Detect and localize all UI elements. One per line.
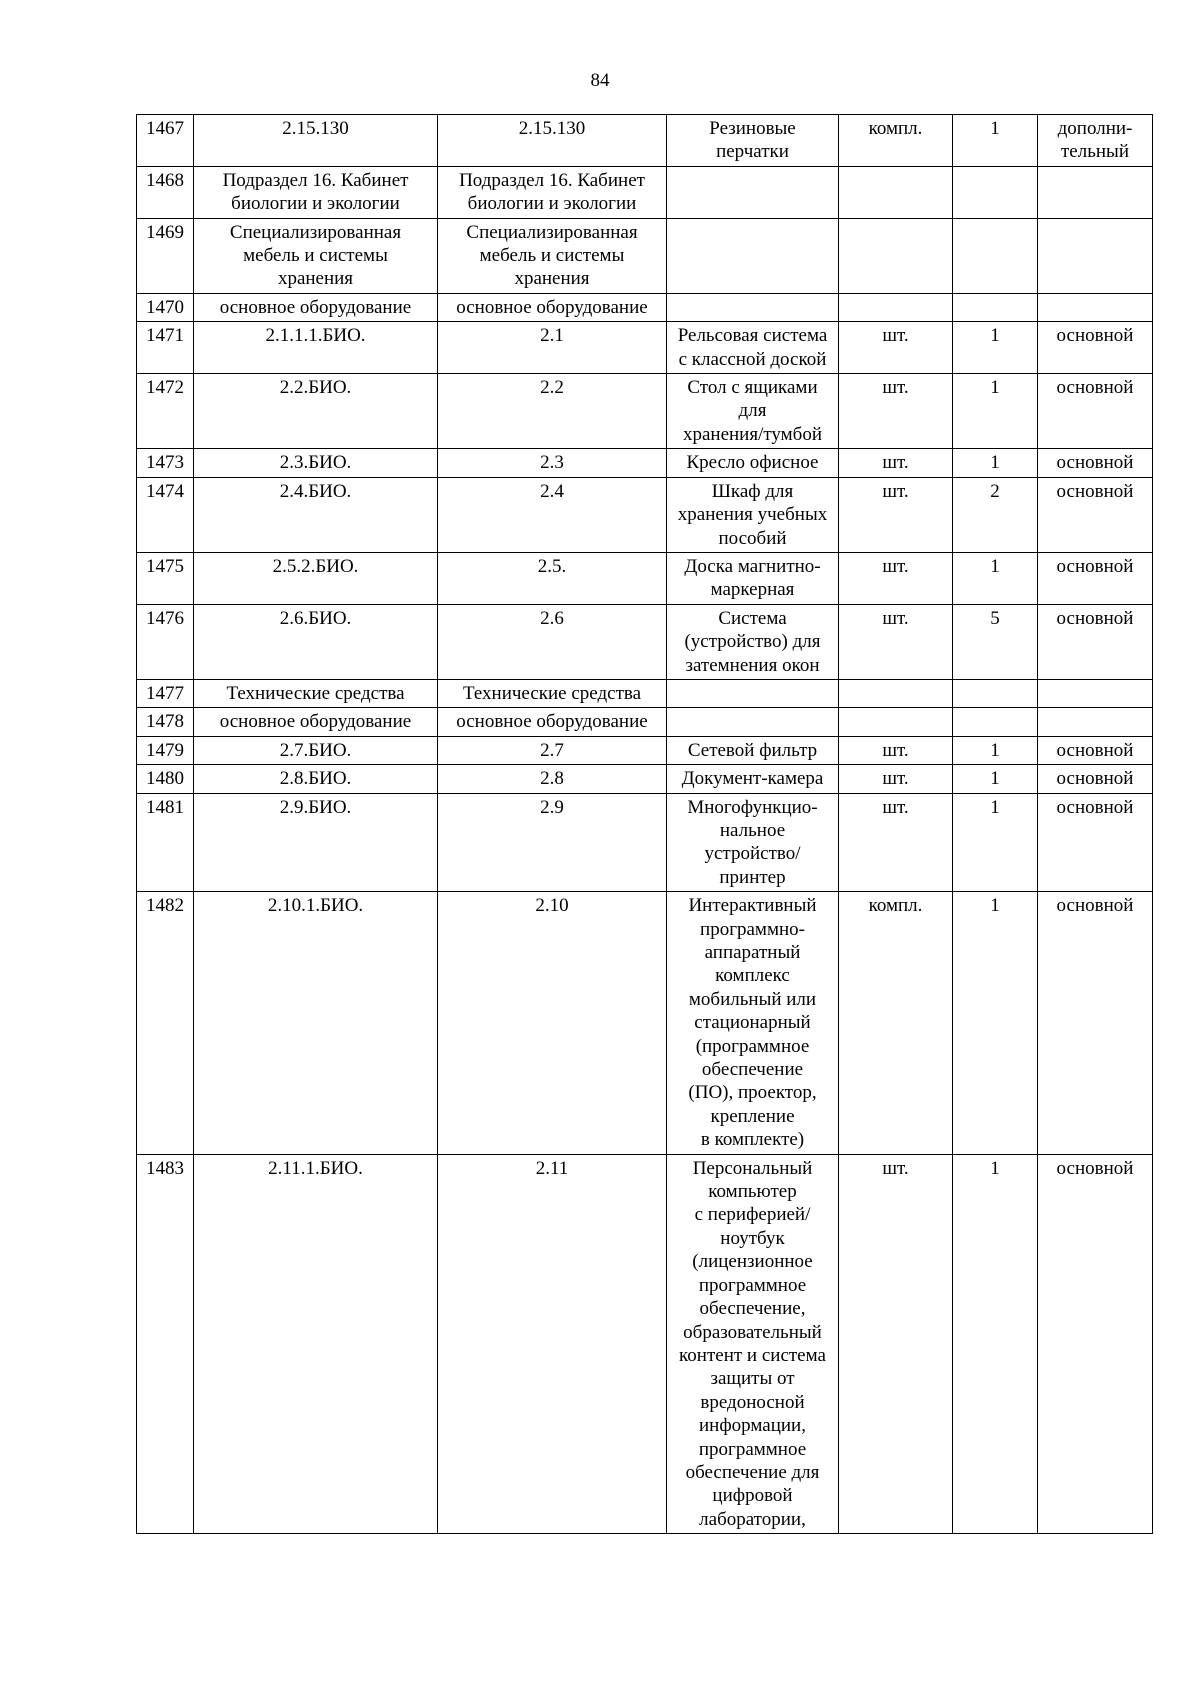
item-name bbox=[667, 166, 839, 218]
table-row bbox=[137, 166, 1153, 218]
row-number: 1473 bbox=[137, 449, 194, 477]
item-unit: компл. bbox=[839, 115, 953, 167]
item-code: основное оборудование bbox=[194, 293, 438, 321]
item-name: Персональный компьютер с периферией/ ноутбук (лицензионное программное обеспечение, образовательный контент и система защиты от вредоносной информации, программное обеспечение для цифровой лаборатории, bbox=[667, 1154, 839, 1534]
item-name: Резиновые перчатки bbox=[667, 115, 839, 167]
item-code: 2.1.1.1.БИО. bbox=[194, 322, 438, 374]
item-type: основной bbox=[1038, 892, 1153, 1154]
table-row bbox=[137, 293, 1153, 321]
item-name: Интерактивный программно- аппаратный комплекс мобильный или стационарный (программное обеспечение (ПО), проектор, крепление в комплекте) bbox=[667, 892, 839, 1154]
item-code: Подраздел 16. Кабинет биологии и экологии bbox=[194, 166, 438, 218]
item-reference: Специализированная мебель и системы хранения bbox=[438, 218, 667, 293]
item-name bbox=[667, 218, 839, 293]
item-type bbox=[1038, 679, 1153, 707]
item-reference: основное оборудование bbox=[438, 293, 667, 321]
row-number: 1476 bbox=[137, 604, 194, 679]
page-number: 84 bbox=[590, 70, 610, 91]
item-unit: шт. bbox=[839, 793, 953, 892]
item-type: основной bbox=[1038, 477, 1153, 552]
item-name: Рельсовая система с классной доской bbox=[667, 322, 839, 374]
item-type bbox=[1038, 293, 1153, 321]
item-code: 2.4.БИО. bbox=[194, 477, 438, 552]
item-type: дополни- тельный bbox=[1038, 115, 1153, 167]
item-quantity: 1 bbox=[953, 892, 1038, 1154]
table-row bbox=[137, 449, 1153, 477]
item-reference: 2.7 bbox=[438, 736, 667, 764]
item-type bbox=[1038, 218, 1153, 293]
item-type: основной bbox=[1038, 604, 1153, 679]
item-name: Доска магнитно- маркерная bbox=[667, 552, 839, 604]
item-quantity bbox=[953, 218, 1038, 293]
item-code: 2.10.1.БИО. bbox=[194, 892, 438, 1154]
item-unit: шт. bbox=[839, 449, 953, 477]
item-quantity bbox=[953, 708, 1038, 736]
item-code: 2.7.БИО. bbox=[194, 736, 438, 764]
item-type: основной bbox=[1038, 322, 1153, 374]
item-unit bbox=[839, 218, 953, 293]
item-quantity: 1 bbox=[953, 322, 1038, 374]
item-unit: шт. bbox=[839, 736, 953, 764]
item-quantity: 1 bbox=[953, 449, 1038, 477]
item-unit bbox=[839, 708, 953, 736]
item-type: основной bbox=[1038, 793, 1153, 892]
row-number: 1467 bbox=[137, 115, 194, 167]
item-code: 2.5.2.БИО. bbox=[194, 552, 438, 604]
item-code: 2.9.БИО. bbox=[194, 793, 438, 892]
table-row bbox=[137, 892, 1153, 1154]
row-number: 1477 bbox=[137, 679, 194, 707]
item-unit: шт. bbox=[839, 604, 953, 679]
item-code: 2.3.БИО. bbox=[194, 449, 438, 477]
item-unit: шт. bbox=[839, 477, 953, 552]
item-type: основной bbox=[1038, 449, 1153, 477]
table-row bbox=[137, 115, 1153, 167]
table-row bbox=[137, 322, 1153, 374]
row-number: 1481 bbox=[137, 793, 194, 892]
row-number: 1480 bbox=[137, 765, 194, 793]
item-name bbox=[667, 708, 839, 736]
table-row bbox=[137, 708, 1153, 736]
item-quantity: 5 bbox=[953, 604, 1038, 679]
item-code: 2.11.1.БИО. bbox=[194, 1154, 438, 1534]
row-number: 1479 bbox=[137, 736, 194, 764]
item-unit: шт. bbox=[839, 765, 953, 793]
item-quantity: 1 bbox=[953, 793, 1038, 892]
item-reference: основное оборудование bbox=[438, 708, 667, 736]
item-unit: компл. bbox=[839, 892, 953, 1154]
table-row bbox=[137, 374, 1153, 449]
item-reference: 2.9 bbox=[438, 793, 667, 892]
table-row bbox=[137, 604, 1153, 679]
item-unit: шт. bbox=[839, 552, 953, 604]
item-unit bbox=[839, 166, 953, 218]
item-quantity: 1 bbox=[953, 552, 1038, 604]
table-row bbox=[137, 679, 1153, 707]
item-reference: Подраздел 16. Кабинет биологии и экологии bbox=[438, 166, 667, 218]
item-unit: шт. bbox=[839, 1154, 953, 1534]
table-row bbox=[137, 736, 1153, 764]
item-code: Специализированная мебель и системы хранения bbox=[194, 218, 438, 293]
item-type: основной bbox=[1038, 552, 1153, 604]
item-quantity bbox=[953, 293, 1038, 321]
item-code: основное оборудование bbox=[194, 708, 438, 736]
item-reference: 2.3 bbox=[438, 449, 667, 477]
item-unit bbox=[839, 679, 953, 707]
item-reference: 2.2 bbox=[438, 374, 667, 449]
table-row bbox=[137, 1154, 1153, 1534]
row-number: 1475 bbox=[137, 552, 194, 604]
item-type bbox=[1038, 166, 1153, 218]
item-quantity: 1 bbox=[953, 374, 1038, 449]
item-quantity: 2 bbox=[953, 477, 1038, 552]
item-code: 2.8.БИО. bbox=[194, 765, 438, 793]
item-quantity: 1 bbox=[953, 1154, 1038, 1534]
item-name: Система (устройство) для затемнения окон bbox=[667, 604, 839, 679]
item-name: Кресло офисное bbox=[667, 449, 839, 477]
item-name: Многофункцио- нальное устройство/ принтер bbox=[667, 793, 839, 892]
equipment-table bbox=[136, 114, 1153, 1534]
item-type: основной bbox=[1038, 1154, 1153, 1534]
item-quantity bbox=[953, 679, 1038, 707]
item-quantity: 1 bbox=[953, 736, 1038, 764]
item-unit: шт. bbox=[839, 374, 953, 449]
row-number: 1472 bbox=[137, 374, 194, 449]
item-reference: 2.6 bbox=[438, 604, 667, 679]
row-number: 1468 bbox=[137, 166, 194, 218]
item-code: 2.6.БИО. bbox=[194, 604, 438, 679]
item-name bbox=[667, 679, 839, 707]
item-type: основной bbox=[1038, 374, 1153, 449]
item-reference: 2.4 bbox=[438, 477, 667, 552]
item-reference: 2.11 bbox=[438, 1154, 667, 1534]
row-number: 1470 bbox=[137, 293, 194, 321]
table-row bbox=[137, 765, 1153, 793]
item-unit: шт. bbox=[839, 322, 953, 374]
item-reference: 2.1 bbox=[438, 322, 667, 374]
item-quantity: 1 bbox=[953, 765, 1038, 793]
item-code: 2.2.БИО. bbox=[194, 374, 438, 449]
table-row bbox=[137, 218, 1153, 293]
item-reference: 2.10 bbox=[438, 892, 667, 1154]
item-name: Стол с ящиками для хранения/тумбой bbox=[667, 374, 839, 449]
table-row bbox=[137, 477, 1153, 552]
item-type bbox=[1038, 708, 1153, 736]
item-reference: Технические средства bbox=[438, 679, 667, 707]
row-number: 1469 bbox=[137, 218, 194, 293]
item-name: Сетевой фильтр bbox=[667, 736, 839, 764]
item-unit bbox=[839, 293, 953, 321]
item-reference: 2.8 bbox=[438, 765, 667, 793]
item-code: 2.15.130 bbox=[194, 115, 438, 167]
item-type: основной bbox=[1038, 765, 1153, 793]
row-number: 1483 bbox=[137, 1154, 194, 1534]
row-number: 1478 bbox=[137, 708, 194, 736]
item-code: Технические средства bbox=[194, 679, 438, 707]
item-name: Шкаф для хранения учебных пособий bbox=[667, 477, 839, 552]
row-number: 1471 bbox=[137, 322, 194, 374]
item-name bbox=[667, 293, 839, 321]
row-number: 1474 bbox=[137, 477, 194, 552]
item-name: Документ-камера bbox=[667, 765, 839, 793]
table-row bbox=[137, 552, 1153, 604]
item-quantity: 1 bbox=[953, 115, 1038, 167]
item-quantity bbox=[953, 166, 1038, 218]
item-reference: 2.15.130 bbox=[438, 115, 667, 167]
item-reference: 2.5. bbox=[438, 552, 667, 604]
table-row bbox=[137, 793, 1153, 892]
item-type: основной bbox=[1038, 736, 1153, 764]
row-number: 1482 bbox=[137, 892, 194, 1154]
